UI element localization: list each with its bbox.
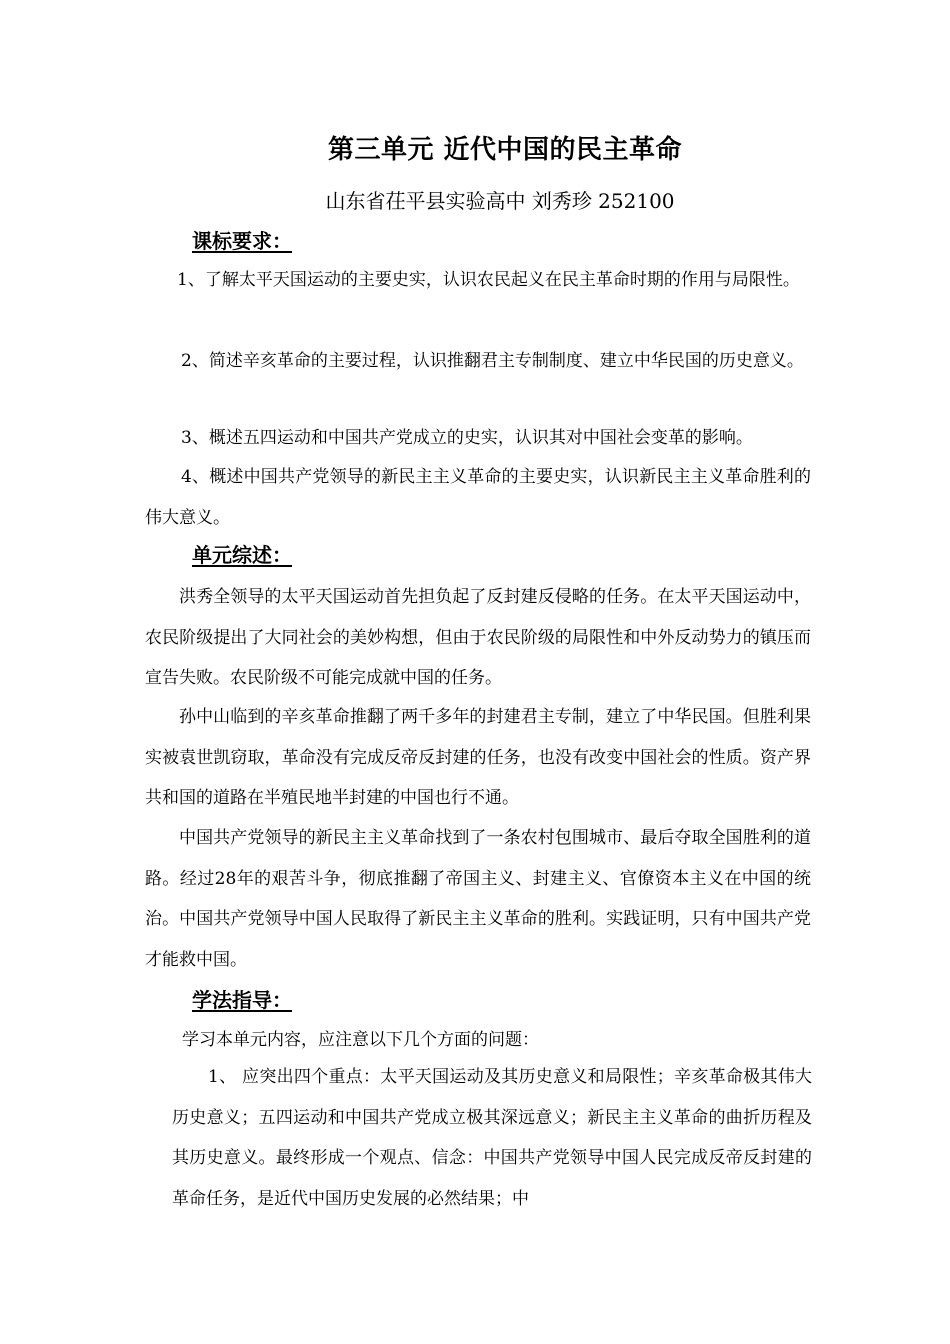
overview-paragraph-3: 中国共产党领导的新民主主义革命找到了一条农村包围城市、最后夺取全国胜利的道路。经过28年的艰苦斗争，彻底推翻了帝国主义、封建主义、官僚资本主义在中国的统治。中国共产党领导中国人民取得了新民主主义革命的胜利。实践证明，只有中国共产党才能救中国。 bbox=[145, 828, 811, 970]
method-heading: 学法指导： bbox=[192, 988, 292, 1012]
method-intro: 学习本单元内容，应注意以下几个方面的问题： bbox=[182, 1030, 539, 1050]
method-item-1: 1、 应突出四个重点：太平天国运动及其历史意义和局限性；辛亥革命极其伟大历史意义；五四运动和中国共产党成立极其深远意义；新民主主义革命的曲折历程及其历史意义。最终形成一个观点、信念：中国共产党领导中国人民完成反帝反封建的革命任务，是近代中国历史发展的必然结果；中 bbox=[172, 1067, 812, 1209]
overview-paragraph-1: 洪秀全领导的太平天国运动首先担负起了反封建反侵略的任务。在太平天国运动中，农民阶级提出了大同社会的美妙构想，但由于农民阶级的局限性和中外反动势力的镇压而宣告失败。农民阶级不可能完成就中国的任务。 bbox=[145, 587, 811, 688]
curriculum-item-3: 3、概述五四运动和中国共产党成立的史实，认识其对中国社会变革的影响。 bbox=[181, 428, 753, 448]
overview-paragraph-2: 孙中山临到的辛亥革命推翻了两千多年的封建君主专制，建立了中华民国。但胜利果实被袁世凯窃取，革命没有完成反帝反封建的任务，也没有改变中国社会的性质。资产界共和国的道路在半殖民地半封建的中国也行不通。 bbox=[145, 707, 811, 808]
curriculum-item-1: 1、了解太平天国运动的主要史实，认识农民起义在民主革命时期的作用与局限性。 bbox=[177, 270, 800, 290]
overview-heading: 单元综述： bbox=[192, 543, 292, 567]
curriculum-item-4: 4、概述中国共产党领导的新民主主义革命的主要史实，认识新民主主义革命胜利的伟大意义。 bbox=[145, 467, 811, 528]
document-title: 第三单元 近代中国的民主革命 bbox=[327, 135, 683, 165]
curriculum-item-2: 2、简述辛亥革命的主要过程，认识推翻君主专制制度、建立中华民国的历史意义。 bbox=[181, 351, 804, 371]
curriculum-heading: 课标要求： bbox=[192, 229, 292, 253]
author-line: 山东省茌平县实验高中 刘秀珍 252100 bbox=[325, 189, 675, 213]
